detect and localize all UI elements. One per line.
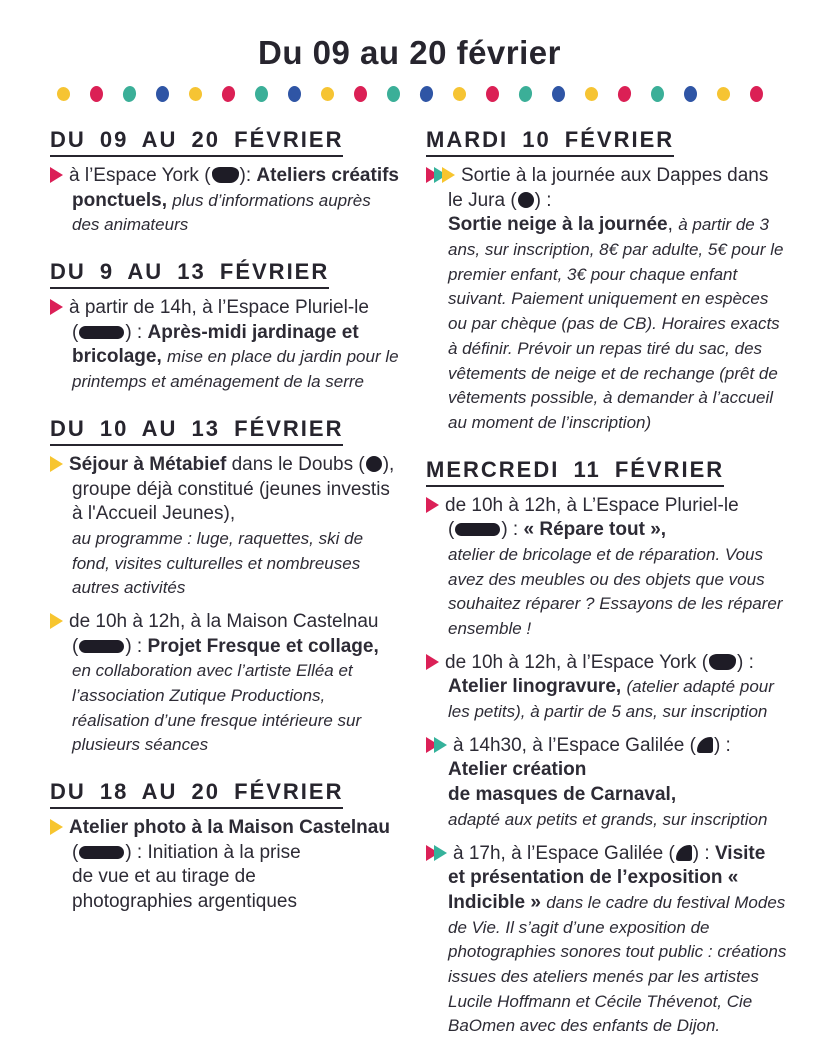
event-text-run: de 10h à 12h, à L’Espace Pluriel-le [445, 494, 739, 516]
event-text-run: à 14h30, à l’Espace Galilée [453, 734, 690, 756]
venue-icon-group: ( ) [701, 651, 744, 673]
event-text-run: : [699, 842, 715, 864]
dot [517, 85, 533, 103]
event-text-run: : [131, 321, 148, 343]
event-text-run: : [507, 519, 524, 541]
venue-icon-circle [518, 192, 534, 208]
dot [354, 86, 367, 102]
dot [90, 86, 103, 102]
dot [452, 86, 467, 102]
event-text-run: au programme : luge, raquettes, ski de fond, visites culturelles et nombreuses autres activités [72, 528, 364, 598]
venue-icon-group: ( ) [72, 321, 132, 343]
event-section [50, 416, 402, 758]
pink-arrow-icon [50, 299, 63, 315]
dot [552, 86, 565, 102]
decorative-dots-row [0, 85, 819, 103]
event-text-run: à partir de 3 ans, sur inscription, 8€ par adulte, 5€ pour le premier enfant, 3€ pour chaque enfant suivant. Paiement uniquement en espèces ou par chèque (pas de CB). Horaires exacts à définir. Prévoir un repas tiré du sac, des vêtements de neige et de rechange (prêt de vêtements possible, à demander à l’accueil au moment de l’inscription) [448, 215, 784, 432]
event-item [50, 816, 402, 915]
dot [320, 86, 335, 102]
dot [486, 86, 499, 102]
event-text-run: Projet Fresque et collage, [147, 635, 379, 657]
dot [387, 86, 400, 102]
dot [288, 86, 301, 102]
event-text-run: de 10h à 12h, à l’Espace York [445, 651, 702, 673]
page-title: Du 09 au 20 février [258, 34, 561, 71]
venue-icon-group: ( ) [72, 841, 132, 863]
dot [121, 85, 137, 103]
teal-arrow-icon [434, 845, 447, 861]
event-text-run: « Répare tout », [523, 519, 667, 541]
yellow-arrow-icon [50, 456, 63, 472]
venue-icon-pill [455, 523, 500, 536]
event-text-run: (atelier adapté pour les petits), à partir de 5 ans, sur inscription [448, 677, 774, 722]
venue-icon-york [212, 167, 239, 183]
dot [56, 86, 71, 102]
event-text-run: Séjour à Métabief [69, 453, 232, 475]
dot [418, 85, 434, 103]
venue-icon-group: ( ) [448, 519, 508, 541]
yellow-arrow-icon [50, 819, 63, 835]
event-text-run: dans le Doubs [231, 453, 359, 475]
section-header: MARDI 10 FÉVRIER [426, 127, 674, 157]
teal-arrow-icon [434, 737, 447, 753]
venue-icon-group: ( ) [689, 734, 721, 756]
section-header: DU 09 AU 20 FÉVRIER [50, 127, 343, 157]
dot [616, 85, 632, 103]
event-item [50, 453, 402, 601]
dot [255, 86, 268, 102]
event-text-run: : [540, 189, 552, 211]
event-item [426, 494, 787, 642]
event-text-run: Atelier photo à la Maison Castelnau [69, 817, 390, 839]
event-text-run: Après-midi jardinage et bricolage, [72, 321, 359, 368]
event-item [426, 734, 787, 833]
section-header: MERCREDI 11 FÉVRIER [426, 457, 724, 487]
dot [716, 86, 731, 102]
pink-arrow-icon [426, 654, 439, 670]
event-text-run: mise en place du jardin pour le printemps et aménagement de la serre [72, 347, 399, 392]
event-section [426, 457, 787, 1039]
dot [584, 86, 599, 102]
event-text-run: Ateliers créatifs ponctuels, [72, 165, 399, 211]
event-section [426, 127, 787, 436]
event-text-run: atelier de bricolage et de réparation. Vous avez des meubles ou des objets que vous souhaitez réparer ? Essayons de les réparer ensemble ! [448, 544, 783, 638]
event-text-run: à l’Espace York [69, 165, 205, 186]
event-text-run: Visite et présentation de l’exposition « Indicible » [448, 842, 766, 913]
event-text-run: Sortie à la journée aux Dappes dans le Jura [448, 165, 769, 211]
event-item [426, 164, 787, 436]
section-header: DU 9 AU 13 FÉVRIER [50, 259, 329, 289]
event-text-run: de vue et au tirage de [72, 866, 256, 888]
event-text-run: de 10h à 12h, à la Maison Castelnau [69, 610, 379, 632]
event-item [50, 296, 402, 395]
pink-arrow-icon [426, 497, 439, 513]
event-section [50, 779, 402, 915]
venue-icon-group: ( ) [72, 635, 132, 657]
dot [220, 85, 236, 103]
event-text-run: : [743, 651, 754, 673]
event-text-run: , groupe déjà constitué (jeunes investis à l'Accueil Jeunes), [72, 453, 395, 525]
venue-icon-group: ( ) [358, 453, 390, 475]
event-text-run: adapté aux petits et grands, sur inscription [448, 809, 768, 829]
content-columns [0, 103, 819, 1060]
venue-icon-galilee [676, 845, 692, 861]
event-item [426, 651, 787, 725]
event-item [50, 610, 402, 758]
yellow-arrow-icon [442, 167, 455, 183]
event-item [426, 842, 787, 1040]
event-item [50, 164, 402, 238]
event-text-run: plus d’informations auprès des animateurs [72, 190, 371, 235]
event-section [50, 127, 402, 238]
column-left [50, 127, 402, 1060]
venue-icon-group: ( ) [204, 165, 246, 186]
pink-arrow-icon [50, 167, 63, 183]
event-text-run: : [245, 165, 257, 186]
dot [651, 86, 664, 102]
event-text-run: Atelier création [448, 759, 587, 781]
event-text-run: : [720, 734, 731, 756]
event-text-run: : [131, 635, 148, 657]
event-text-run: Atelier linogravure, [448, 676, 627, 698]
event-text-run: de masques de Carnaval, [448, 784, 677, 806]
dot [684, 86, 697, 102]
event-text-run: , [667, 214, 679, 236]
dot [156, 86, 169, 102]
event-text-run: en collaboration avec l’artiste Elléa et l’association Zutique Productions, réalisation d’une fresque intérieure sur plusieurs séances [72, 661, 362, 755]
venue-icon-circle [366, 456, 382, 472]
venue-icon-group: ( ) [668, 842, 700, 864]
event-text-run: à partir de 14h, à l’Espace Pluriel-le [69, 297, 369, 319]
section-header: DU 10 AU 13 FÉVRIER [50, 416, 343, 446]
dot [188, 86, 203, 102]
column-right [426, 127, 787, 1060]
venue-icon-galilee [697, 737, 713, 753]
section-header: DU 18 AU 20 FÉVRIER [50, 779, 343, 809]
event-text-run: à 17h, à l’Espace Galilée [453, 842, 669, 864]
event-text-run: Sortie neige à la journée [448, 214, 668, 236]
event-section [50, 259, 402, 395]
event-text-run: dans le cadre du festival Modes de Vie. Il s’agit d’une exposition de photographies sonores tout public : créations issues des ateliers menés par les artistes Lucile Hoffmann et Cécile Thévenot, Cie BaOmen avec des enfants de Dijon. [448, 892, 787, 1036]
venue-icon-pill [79, 640, 124, 653]
venue-icon-group: ( ) [510, 189, 541, 211]
venue-icon-pill [79, 846, 124, 859]
event-text-run: : Initiation à la prise [131, 841, 301, 863]
dot [750, 86, 763, 102]
event-text-run: photographies argentiques [72, 891, 298, 913]
venue-icon-pill [79, 326, 124, 339]
venue-icon-york [709, 654, 736, 670]
yellow-arrow-icon [50, 613, 63, 629]
